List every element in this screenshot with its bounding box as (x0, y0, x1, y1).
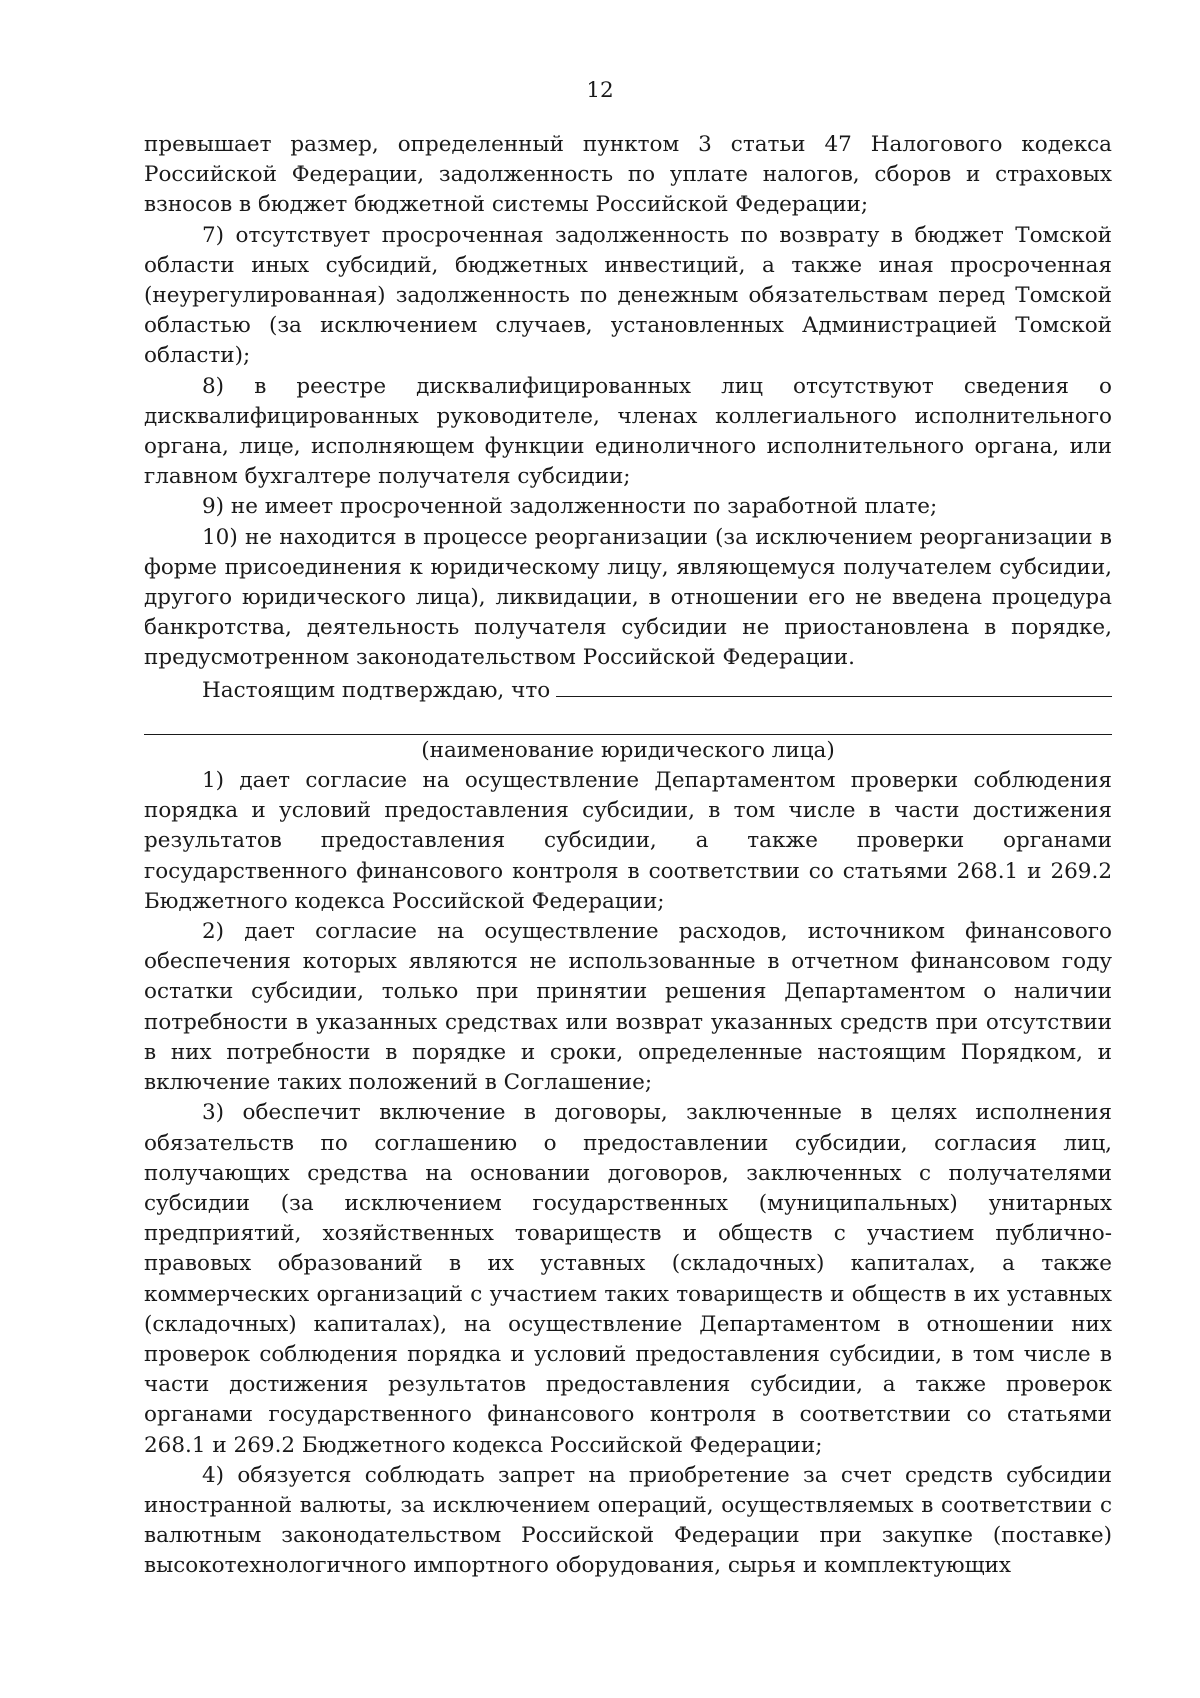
document-body (144, 130, 1112, 1582)
paragraph-consent-2: 2) дает согласие на осуществление расходов, источником финансового обеспечения которых являются не использованные в отчетном финансовом году остатки субсидии, только при принятии решения Департаментом о наличии потребности в указанных средствах или возврат указанных средств при отсутствии в них потребности в порядке и сроки, определенные настоящим Порядком, и включение таких положений в Соглашение; (144, 919, 1112, 1096)
paragraph-item-7: 7) отсутствует просроченная задолженность по возврату в бюджет Томской области иных субсидий, бюджетных инвестиций, а также иная просроченная (неурегулированная) задолженность по денежным обязательствам перед Томской областью (за исключением случаев, установленных Администрацией Томской области); (144, 222, 1112, 369)
confirmation-row (202, 674, 1112, 706)
paragraph-consent-1: 1) дает согласие на осуществление Департаментом проверки соблюдения порядка и условий предоставления субсидии, в том числе в части достижения результатов предоставления субсидии, а также проверки органами государственного финансового контроля в соответствии со статьями 268.1 и 269.2 Бюджетного кодекса Российской Федерации; (144, 768, 1112, 914)
paragraph-consent-4: 4) обязуется соблюдать запрет на приобретение за счет средств субсидии иностранной валюты, за исключением операций, осуществляемых в соответствии с валютным законодательством Российской Федерации при закупке (поставке) высокотехнологичного импортного оборудования, сырья и комплектующих (144, 1462, 1112, 1579)
paragraph-item-9: 9) не имеет просроченной задолженности по заработной плате; (202, 494, 938, 520)
paragraph-consent-3: 3) обеспечит включение в договоры, заключенные в целях исполнения обязательств по соглашению о предоставлении субсидии, согласия лиц, получающих средства на основании договоров, заключенных с получателями субсидии (за исключением государственных (муниципальных) унитарных предприятий, хозяйственных товариществ и обществ с участием публично-правовых образований в их уставных (складочных) капиталах, а также коммерческих организаций с участием таких товариществ и обществ в их уставных (складочных) капиталах), на осуществление Департаментом в отношении них проверок соблюдения порядка и условий предоставления субсидии, в том числе в части достижения результатов предоставления субсидии, а также проверок органами государственного финансового контроля в соответствии со статьями 268.1 и 269.2 Бюджетного кодекса Российской Федерации; (144, 1100, 1112, 1458)
paragraph-item-8: 8) в реестре дисквалифицированных лиц отсутствуют сведения о дисквалифицированных руководителе, членах коллегиального исполнительного органа, лице, исполняющем функции единоличного исполнительного органа, или главном бухгалтере получателя субсидии; (144, 373, 1112, 490)
paragraph-continuation: превышает размер, определенный пунктом 3 статьи 47 Налогового кодекса Российской Федерации, задолженность по уплате налогов, сборов и страховых взносов в бюджет бюджетной системы Российской Федерации; (144, 132, 1112, 218)
legal-entity-caption: (наименование юридического лица) (421, 737, 835, 763)
confirmation-block (144, 674, 1112, 706)
fill-in-line (556, 674, 1112, 697)
confirmation-text: Настоящим подтверждаю, что (202, 677, 551, 703)
page-number: 12 (586, 78, 614, 103)
paragraph-item-10: 10) не находится в процессе реорганизации (за исключением реорганизации в форме присоединения к юридическому лицу, являющемуся получателем субсидии, другого юридического лица), ликвидации, в отношении его не введена процедура банкротства, деятельность получателя субсидии не приостановлена в порядке, предусмотренном законодательством Российской Федерации. (144, 524, 1112, 671)
fill-in-line-full (144, 712, 1112, 735)
